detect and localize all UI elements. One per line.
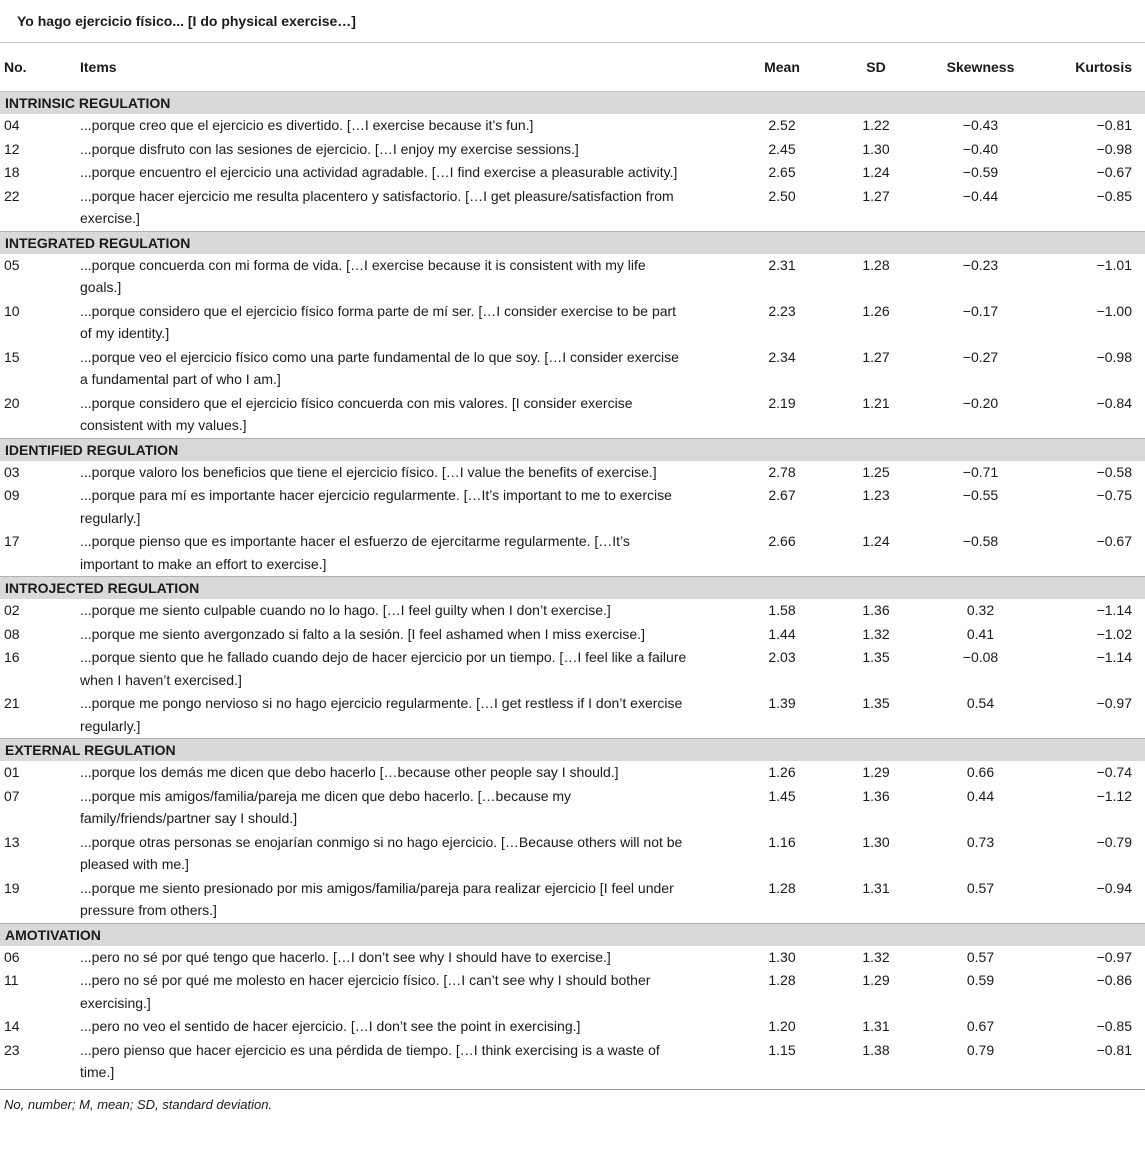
header-row [0,43,1145,92]
row-sd: 1.36 [862,602,890,618]
table-row [0,138,1145,162]
row-mean: 1.39 [768,695,796,711]
row-number: 07 [4,787,20,804]
row-mean: 1.45 [768,787,796,804]
table-row [0,346,1145,392]
row-mean: 1.28 [768,972,796,988]
data-table [0,43,1145,1085]
row-sd: 1.36 [862,787,890,804]
header-no: No. [0,43,80,92]
row-sd: 1.31 [862,879,890,896]
row-number: 19 [4,879,20,896]
row-sd: 1.24 [862,164,890,180]
header-items: Items [80,43,728,92]
row-skewness: 0.59 [966,972,995,988]
row-number: 02 [4,602,20,618]
row-sd: 1.35 [862,649,890,665]
group-header-row [0,92,1145,115]
row-number: 05 [4,256,20,273]
row-skewness: −0.71 [962,463,999,480]
table-row [0,761,1145,785]
row-item: ...porque me siento presionado por mis amigos/familia/pareja para realizar ejercicio [I feel under pressure from others.] [80,879,674,918]
row-number: 03 [4,463,20,480]
row-skewness: −0.59 [962,164,999,180]
group-title: INTEGRATED REGULATION [0,231,1145,254]
table-row [0,692,1145,739]
row-number: 21 [4,695,20,711]
table-row [0,161,1145,185]
table-row [0,877,1145,924]
table-row [0,646,1145,692]
row-item: ...porque considero que el ejercicio físico concuerda con mis valores. [I consider exercise consistent with my values.] [80,394,633,433]
row-kurtosis: −0.97 [1096,695,1132,711]
row-sd: 1.21 [862,394,890,411]
row-skewness: −0.43 [962,117,999,133]
row-kurtosis: −0.58 [1096,463,1132,480]
row-number: 20 [4,394,20,411]
row-mean: 2.50 [768,187,796,204]
group-title: IDENTIFIED REGULATION [0,438,1145,461]
row-number: 01 [4,764,20,780]
row-item: ...porque los demás me dicen que debo hacerlo […because other people say I should.] [80,764,619,780]
row-mean: 1.26 [768,764,796,780]
table-row [0,1015,1145,1039]
row-item: ...pero no sé por qué me molesto en hacer ejercicio físico. […I can’t see why I should bother exercising.] [80,972,651,1011]
table-row [0,623,1145,647]
row-mean: 1.44 [768,625,796,642]
row-mean: 2.78 [768,463,796,480]
row-kurtosis: −1.01 [1096,256,1132,273]
group-title: EXTERNAL REGULATION [0,739,1145,762]
group-title: INTRINSIC REGULATION [0,92,1145,115]
table-row [0,300,1145,346]
table-row [0,484,1145,530]
row-number: 18 [4,164,20,180]
row-kurtosis: −0.74 [1096,764,1132,780]
row-item: ...porque para mí es importante hacer ejercicio regularmente. […It’s important to me to exercise regularly.] [80,487,672,526]
header-skewness: Skewness [916,43,1045,92]
row-skewness: −0.08 [962,649,999,665]
row-item: ...porque veo el ejercicio físico como una parte fundamental de lo que soy. […I consider exercise a fundamental part of who I am.] [80,348,679,387]
header-kurtosis: Kurtosis [1045,43,1145,92]
row-kurtosis: −1.14 [1096,602,1132,618]
header-mean: Mean [728,43,836,92]
row-number: 22 [4,187,20,204]
group-header-row [0,231,1145,254]
row-kurtosis: −0.85 [1096,1018,1132,1034]
row-number: 09 [4,487,20,503]
row-sd: 1.31 [862,1018,890,1034]
row-sd: 1.23 [862,487,890,503]
row-item: ...porque concuerda con mi forma de vida. […I exercise because it is consistent with my life goals.] [80,256,646,295]
table-row [0,831,1145,877]
row-mean: 1.15 [768,1041,796,1058]
table-footnote: No, number; M, mean; SD, standard deviation. [0,1089,1145,1114]
row-item: ...porque valoro los beneficios que tiene el ejercicio físico. […I value the benefits of exercise.] [80,463,657,480]
row-mean: 2.03 [768,649,796,665]
row-skewness: 0.54 [966,695,995,711]
row-number: 12 [4,140,20,157]
row-sd: 1.26 [862,302,890,319]
table-row [0,114,1145,138]
row-kurtosis: −1.00 [1096,302,1132,319]
row-number: 15 [4,348,20,365]
row-kurtosis: −1.12 [1096,787,1132,804]
row-sd: 1.32 [862,948,890,965]
row-skewness: 0.41 [966,625,995,642]
row-sd: 1.25 [862,463,890,480]
row-kurtosis: −0.94 [1096,879,1132,896]
row-skewness: −0.44 [962,187,999,204]
row-number: 10 [4,302,20,319]
row-skewness: 0.79 [966,1041,995,1058]
row-number: 17 [4,533,20,549]
table-row [0,530,1145,577]
table-row [0,392,1145,439]
row-item: ...porque creo que el ejercicio es divertido. […I exercise because it’s fun.] [80,117,534,133]
row-number: 06 [4,948,20,965]
row-skewness: −0.40 [962,140,999,157]
row-kurtosis: −0.86 [1096,972,1132,988]
row-skewness: −0.27 [962,348,999,365]
row-sd: 1.29 [862,972,890,988]
row-skewness: 0.57 [966,879,995,896]
group-title: INTROJECTED REGULATION [0,577,1145,600]
row-mean: 1.28 [768,879,796,896]
group-header-row [0,739,1145,762]
row-number: 11 [4,972,19,988]
row-skewness: −0.23 [962,256,999,273]
row-mean: 1.58 [768,602,796,618]
row-item: ...porque encuentro el ejercicio una actividad agradable. […I find exercise a pleasurable activity.] [80,164,678,180]
row-mean: 2.66 [768,533,796,549]
row-skewness: 0.67 [966,1018,995,1034]
row-kurtosis: −0.97 [1096,948,1132,965]
row-mean: 2.23 [768,302,796,319]
row-sd: 1.38 [862,1041,890,1058]
row-item: ...porque considero que el ejercicio físico forma parte de mí ser. […I consider exercise to be part of my identity.] [80,302,677,341]
row-mean: 2.34 [768,348,796,365]
row-kurtosis: −1.02 [1096,625,1132,642]
row-number: 08 [4,625,20,642]
row-item: ...pero no veo el sentido de hacer ejercicio. […I don’t see the point in exercising.] [80,1018,581,1034]
row-item: ...porque me siento avergonzado si falto a la sesión. [I feel ashamed when I miss exercise.] [80,625,645,642]
row-kurtosis: −0.67 [1096,164,1132,180]
row-item: ...porque pienso que es importante hacer el esfuerzo de ejercitarme regularmente. […It’s important to make an effort to exercise.] [80,533,630,572]
table-caption: Yo hago ejercicio físico... [I do physical exercise…] [0,0,1145,43]
group-header-row [0,438,1145,461]
row-sd: 1.32 [862,625,890,642]
row-kurtosis: −0.81 [1096,1041,1132,1058]
row-mean: 2.19 [768,394,796,411]
table-row [0,1039,1145,1085]
row-sd: 1.29 [862,764,890,780]
row-sd: 1.28 [862,256,890,273]
group-title: AMOTIVATION [0,923,1145,946]
row-item: ...porque hacer ejercicio me resulta placentero y satisfactorio. […I get pleasure/satisfaction from exercise.] [80,187,674,226]
row-sd: 1.30 [862,833,890,850]
row-sd: 1.27 [862,187,890,204]
row-item: ...pero pienso que hacer ejercicio es una pérdida de tiempo. […I think exercising is a waste of time.] [80,1041,660,1080]
row-sd: 1.35 [862,695,890,711]
row-skewness: 0.32 [966,602,995,618]
row-kurtosis: −0.98 [1096,348,1132,365]
row-mean: 2.65 [768,164,796,180]
row-kurtosis: −0.75 [1096,487,1132,503]
row-skewness: −0.20 [962,394,999,411]
row-skewness: −0.55 [962,487,999,503]
row-mean: 2.31 [768,256,796,273]
table-row [0,461,1145,485]
row-sd: 1.30 [862,140,890,157]
row-kurtosis: −0.84 [1096,394,1132,411]
table-row [0,785,1145,831]
table-row [0,599,1145,623]
row-item: ...porque disfruto con las sesiones de ejercicio. […I enjoy my exercise sessions.] [80,140,579,157]
row-kurtosis: −0.85 [1096,187,1132,204]
row-mean: 2.52 [768,117,796,133]
row-number: 23 [4,1041,20,1058]
row-kurtosis: −0.79 [1096,833,1132,850]
row-kurtosis: −0.81 [1096,117,1132,133]
row-item: ...porque otras personas se enojarían conmigo si no hago ejercicio. […Because others will not be pleased with me.] [80,833,683,872]
row-item: ...porque me pongo nervioso si no hago ejercicio regularmente. […I get restless if I don’t exercise regularly.] [80,695,683,734]
row-kurtosis: −0.98 [1096,140,1132,157]
row-skewness: 0.57 [966,948,995,965]
row-item: ...porque me siento culpable cuando no lo hago. […I feel guilty when I don’t exercise.] [80,602,611,618]
row-number: 04 [4,117,20,133]
table-row [0,946,1145,970]
table-row [0,185,1145,232]
row-number: 14 [4,1018,20,1034]
row-mean: 1.20 [768,1018,796,1034]
row-item: ...pero no sé por qué tengo que hacerlo. […I don’t see why I should have to exercise.] [80,948,611,965]
row-item: ...porque mis amigos/familia/pareja me dicen que debo hacerlo. […because my family/friends/partner say I should.] [80,787,572,826]
row-item: ...porque siento que he fallado cuando dejo de hacer ejercicio por un tiempo. […I feel like a failure when I haven’t exercised.] [80,649,687,688]
row-skewness: −0.58 [962,533,999,549]
row-sd: 1.22 [862,117,890,133]
row-kurtosis: −1.14 [1096,649,1132,665]
row-mean: 2.45 [768,140,796,157]
row-sd: 1.24 [862,533,890,549]
group-header-row [0,923,1145,946]
row-skewness: −0.17 [962,302,999,319]
row-skewness: 0.44 [966,787,995,804]
row-kurtosis: −0.67 [1096,533,1132,549]
row-mean: 1.16 [768,833,796,850]
row-skewness: 0.66 [966,764,995,780]
table-row [0,254,1145,300]
table-row [0,969,1145,1015]
table-body [0,92,1145,1085]
row-skewness: 0.73 [966,833,995,850]
row-sd: 1.27 [862,348,890,365]
row-mean: 2.67 [768,487,796,503]
row-mean: 1.30 [768,948,796,965]
row-number: 16 [4,649,20,665]
row-number: 13 [4,833,20,850]
header-sd: SD [836,43,916,92]
group-header-row [0,577,1145,600]
